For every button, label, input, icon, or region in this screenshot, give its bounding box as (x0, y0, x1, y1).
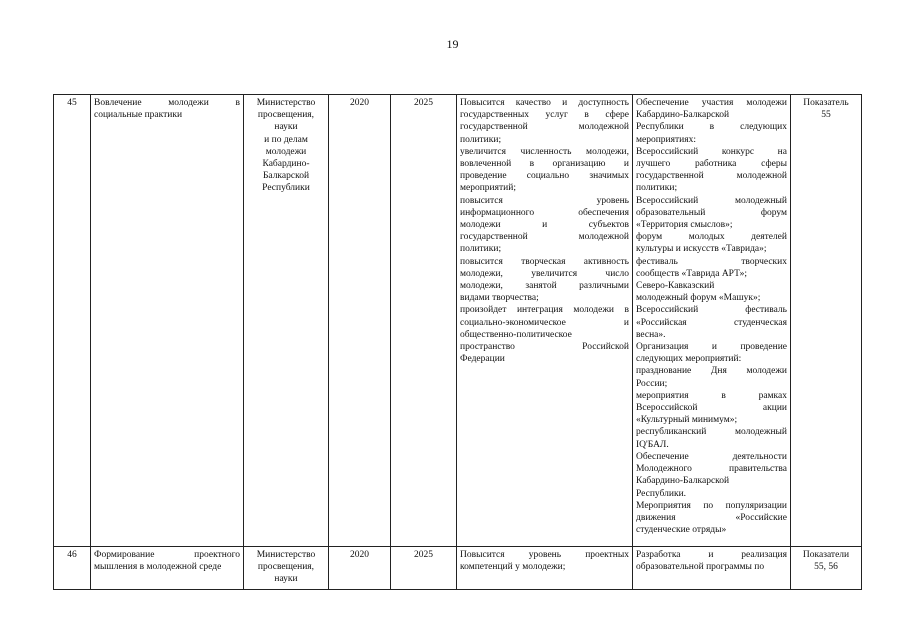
event-name-line: социальные практики (94, 110, 183, 121)
responsible-org-line: и по делам (264, 134, 308, 145)
expected-results-line: государственной молодежной (460, 122, 629, 133)
expected-results-line: информационного обеспечения (460, 207, 629, 218)
indicator-line: Показатель (803, 98, 849, 108)
expected-results-line: молодежи, занятой различными (460, 281, 629, 292)
program-table (53, 94, 862, 590)
activities-line: Кабардино-Балкарской (636, 110, 730, 121)
activities-line: России; (636, 378, 668, 389)
row-number: 45 (54, 95, 91, 547)
activities-line: Обеспечение участия молодежи (636, 98, 787, 108)
activities-line: лучшего работника сферы (636, 159, 787, 170)
end-year: 2025 (391, 547, 457, 590)
activities-line: студенческие отряды» (636, 525, 727, 536)
expected-results-line: молодежи, увеличится число (460, 268, 629, 279)
expected-results-line: компетенций у молодежи; (460, 562, 566, 573)
expected-results-line: произойдет интеграция молодежи в (460, 305, 629, 316)
activities-line: Мероприятия по популяризации (636, 500, 787, 511)
activities-line: Организация и проведение (636, 342, 787, 353)
responsible-org (244, 547, 329, 590)
activities-line: IQ'БАЛ. (636, 439, 669, 450)
activities-line: Северо-Кавказский (636, 281, 715, 292)
activities-line: Всероссийский фестиваль (636, 305, 787, 316)
activities (633, 547, 791, 590)
indicator (791, 547, 862, 590)
expected-results-line: молодежи и субъектов (460, 220, 629, 231)
activities-line: Молодежного правительства (636, 464, 787, 475)
event-name-line: Вовлечение молодежи в (94, 98, 240, 108)
expected-results-line: государственных услуг в сфере (460, 110, 629, 121)
event-name-line: мышления в молодежной среде (94, 562, 222, 573)
expected-results-line: повысится творческая активность (460, 256, 629, 267)
activities-line: Кабардино-Балкарской (636, 476, 730, 487)
indicator-line: 55 (821, 110, 831, 121)
expected-results-line: увеличится численность молодежи, (460, 146, 629, 157)
indicator-line: 55, 56 (814, 562, 838, 573)
activities-line: образовательной программы по (636, 562, 765, 573)
expected-results-line: Федерации (460, 354, 505, 365)
activities-line: мероприятиях: (636, 134, 697, 145)
expected-results-line: мероприятий; (460, 183, 516, 194)
event-name (91, 547, 244, 590)
responsible-org (244, 95, 329, 547)
end-year: 2025 (391, 95, 457, 547)
responsible-org-line: просвещения, науки (257, 110, 315, 133)
indicator-line: Показатели (802, 550, 850, 560)
expected-results-line: проведение социально значимых (460, 171, 629, 182)
activities-line: «Территория смыслов»; (636, 220, 733, 231)
table-row (54, 95, 862, 547)
activities-line: следующих мероприятий: (636, 354, 742, 365)
expected-results-line: видами творчества; (460, 293, 539, 304)
expected-results-line: вовлеченной в организацию и (460, 159, 629, 170)
responsible-org-line: просвещения, науки (257, 562, 315, 585)
activities-line: Всероссийский молодежный (636, 195, 787, 206)
activities-line: Республики в следующих (636, 122, 787, 133)
expected-results-line: государственной молодежной (460, 232, 629, 243)
activities-line: Всероссийской акции (636, 403, 787, 414)
expected-results-line: общественно-политическое (460, 329, 572, 340)
event-name-line: Формирование проектного (94, 550, 240, 560)
row-number: 46 (54, 547, 91, 590)
page-number: 19 (446, 37, 459, 51)
activities (633, 95, 791, 547)
expected-results (457, 95, 633, 547)
activities-line: республиканский молодежный (636, 427, 787, 438)
responsible-org-line: Министерство (256, 98, 316, 108)
indicator (791, 95, 862, 547)
start-year: 2020 (329, 547, 391, 590)
activities-line: Республики. (636, 488, 687, 499)
responsible-org-line: Республики (262, 183, 310, 194)
activities-line: сообществ «Таврида АРТ»; (636, 268, 748, 279)
responsible-org-line: Кабардино- (262, 159, 310, 170)
expected-results-line: политики; (460, 134, 502, 145)
activities-line: Разработка и реализация (636, 550, 787, 560)
activities-line: государственной молодежной (636, 171, 787, 182)
activities-line: празднование Дня молодежи (636, 366, 787, 377)
event-name (91, 95, 244, 547)
activities-line: молодежный форум «Машук»; (636, 293, 761, 304)
expected-results-line: Повысится уровень проектных (460, 550, 629, 560)
activities-line: Всероссийский конкурс на (636, 146, 787, 157)
activities-line: культуры и искусств «Таврида»; (636, 244, 767, 255)
responsible-org-line: молодежи (265, 146, 307, 157)
responsible-org-line: Министерство (256, 550, 316, 560)
expected-results-line: пространство Российской (460, 342, 629, 353)
expected-results-line: Повысится качество и доступность (460, 98, 629, 108)
expected-results (457, 547, 633, 590)
responsible-org-line: Балкарской (262, 171, 310, 182)
activities-line: фестиваль творческих (636, 256, 787, 267)
activities-line: «Культурный минимум»; (636, 415, 738, 426)
activities-line: форум молодых деятелей (636, 232, 787, 243)
expected-results-line: политики; (460, 244, 502, 255)
activities-line: Обеспечение деятельности (636, 451, 787, 462)
table-row (54, 547, 862, 590)
expected-results-line: повысится уровень (460, 195, 629, 206)
activities-line: политики; (636, 183, 678, 194)
start-year: 2020 (329, 95, 391, 547)
expected-results-line: социально-экономическое и (460, 317, 629, 328)
activities-line: мероприятия в рамках (636, 390, 787, 401)
activities-line: «Российская студенческая (636, 317, 787, 328)
activities-line: весна». (636, 329, 666, 340)
activities-line: движения «Российские (636, 512, 787, 523)
activities-line: образовательный форум (636, 207, 787, 218)
